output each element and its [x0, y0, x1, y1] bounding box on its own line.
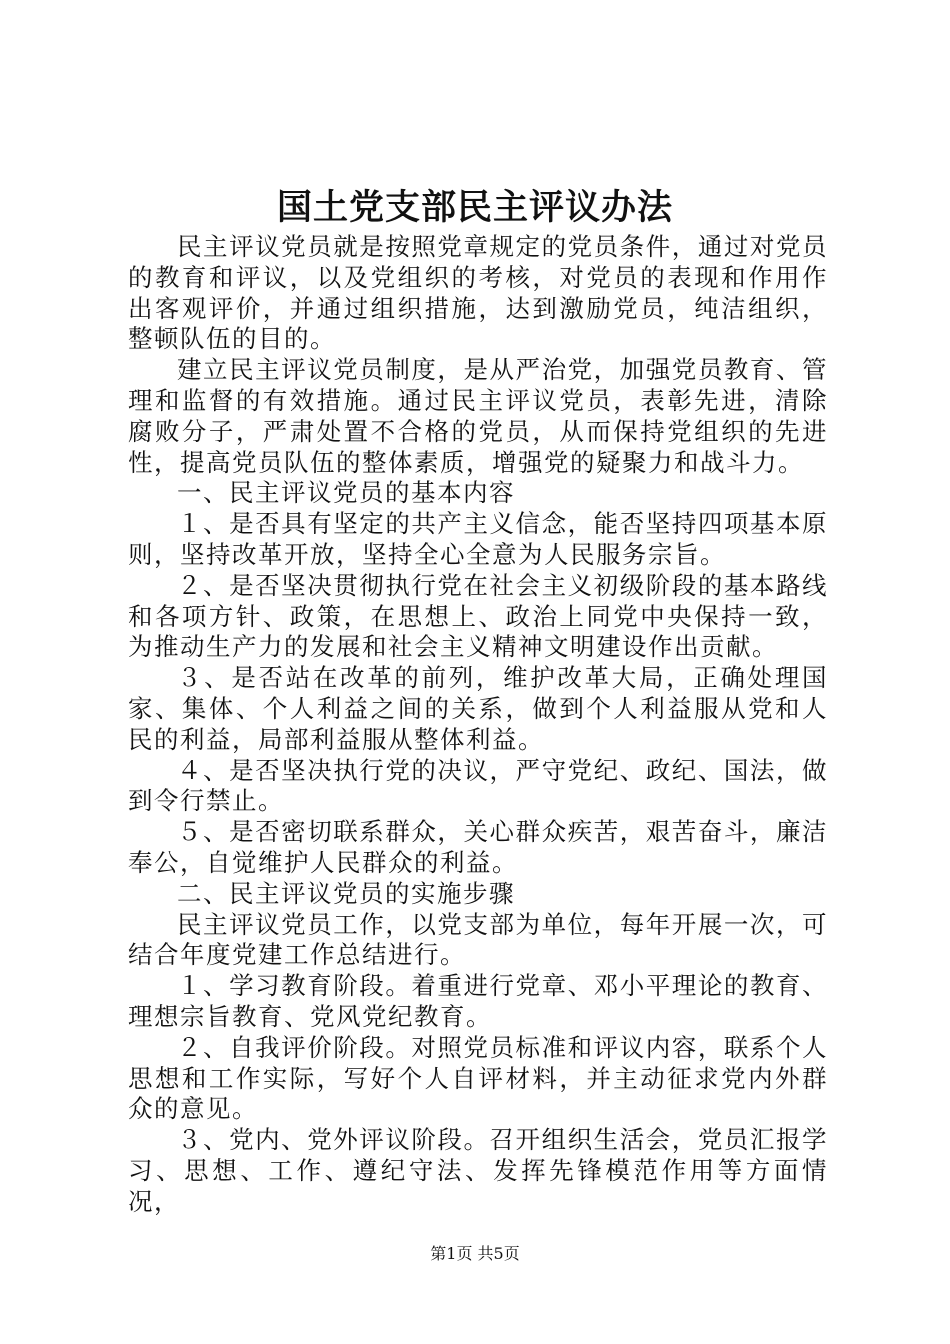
section-heading: 一、民主评议党员的基本内容	[177, 478, 515, 508]
list-item: ３、是否站在改革的前列，维护改革大局，正确处理国家、集体、个人利益之间的关系，做到个人利益服从党和人民的利益，局部利益服从整体利益。	[128, 663, 828, 754]
document-title: 国土党支部民主评议办法	[276, 187, 673, 228]
list-item: ４、是否坚决执行党的决议，严守党纪、政纪、国法，做到令行禁止。	[128, 755, 828, 816]
list-item: １、学习教育阶段。着重进行党章、邓小平理论的教育、理想宗旨教育、党风党纪教育。	[128, 971, 828, 1031]
list-item: ２、自我评价阶段。对照党员标准和评议内容，联系个人思想和工作实际，写好个人自评材料，并主动征求党内外群众的意见。	[128, 1032, 828, 1124]
list-item: １、是否具有坚定的共产主义信念，能否坚持四项基本原则，坚持改革开放，坚持全心全意为人民服务宗旨。	[128, 509, 828, 569]
paragraph: 建立民主评议党员制度，是从严治党，加强党员教育、管理和监督的有效措施。通过民主评议党员，表彰先进，清除腐败分子，严肃处置不合格的党员，从而保持党组织的先进性，提高党员队伍的整体素质，增强党的疑聚力和战斗力。	[128, 355, 828, 477]
page-footer: 第1页 共5页	[430, 1244, 520, 1263]
document-body	[128, 232, 828, 1218]
paragraph: 民主评议党员工作，以党支部为单位，每年开展一次，可结合年度党建工作总结进行。	[128, 909, 828, 970]
section-heading: 二、民主评议党员的实施步骤	[177, 878, 515, 908]
paragraph: 民主评议党员就是按照党章规定的党员条件，通过对党员的教育和评议，以及党组织的考核，对党员的表现和作用作出客观评价，并通过组织措施，达到激励党员，纯洁组织，整顿队伍的目的。	[128, 232, 828, 354]
list-item: ２、是否坚决贯彻执行党在社会主义初级阶段的基本路线和各项方针、政策，在思想上、政治上同党中央保持一致，为推动生产力的发展和社会主义精神文明建设作出贡献。	[128, 570, 828, 662]
list-item: ３、党内、党外评议阶段。召开组织生活会，党员汇报学习、思想、工作、遵纪守法、发挥先锋模范作用等方面情况，	[128, 1125, 828, 1216]
list-item: ５、是否密切联系群众，关心群众疾苦，艰苦奋斗，廉洁奉公，自觉维护人民群众的利益。	[128, 817, 828, 877]
